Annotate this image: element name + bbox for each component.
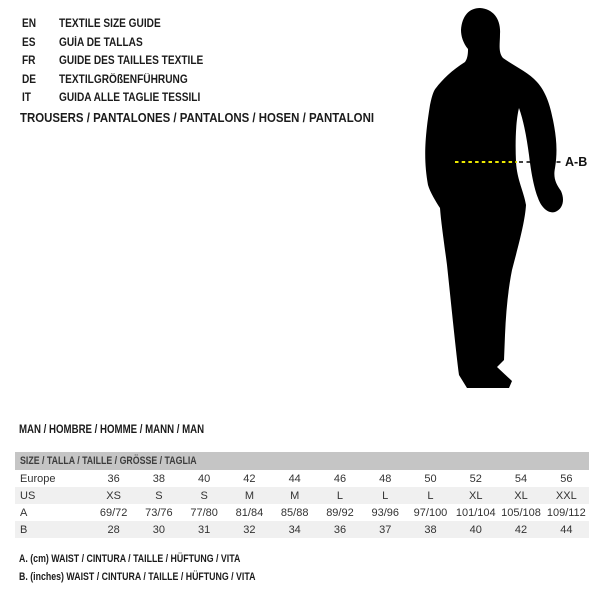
size-value-cell: 38 (152, 472, 166, 485)
size-value-cell: 69/72 (99, 506, 128, 519)
garment-category-title (20, 110, 422, 125)
language-list (22, 15, 228, 108)
size-value-cell: 52 (469, 472, 482, 485)
row-label-cell: A (20, 506, 28, 519)
size-value-cell: 40 (198, 472, 211, 485)
size-value-cell: 89/92 (326, 506, 354, 519)
size-table-row (15, 521, 589, 538)
size-value-cell: 85/88 (280, 506, 309, 519)
man-silhouette-svg (410, 2, 600, 396)
size-value-cell: 42 (243, 472, 256, 485)
size-value-cell: 44 (560, 523, 573, 536)
size-value-cell: 48 (379, 472, 392, 485)
size-value-cell: 36 (333, 523, 347, 536)
language-row (22, 52, 203, 71)
size-value-cell: M (244, 489, 255, 502)
row-label-cell: US (20, 489, 36, 502)
language-code: DE (22, 73, 37, 86)
size-value-cell: 81/84 (235, 506, 264, 519)
row-label-cell: B (20, 523, 28, 536)
language-row (22, 89, 203, 108)
size-table-header-text: SIZE / TALLA / TAILLE / GRÖSSE / TAGLIA (20, 455, 197, 467)
language-guide-title: TEXTILE SIZE GUIDE (58, 18, 161, 30)
note-b: B. (inches) WAIST / CINTURA / TAILLE / HÜFTUNG / VITA (19, 570, 256, 583)
row-label-cell: Europe (20, 472, 56, 485)
size-value-cell: 38 (424, 523, 437, 536)
size-value-cell: 50 (424, 472, 437, 485)
size-value-cell: 54 (514, 472, 528, 485)
size-value-cell: XS (106, 489, 121, 502)
size-value-cell: 56 (560, 472, 573, 485)
language-code: IT (22, 92, 32, 105)
language-code: EN (22, 18, 37, 30)
size-value-cell: 73/76 (145, 506, 173, 519)
size-table-row (15, 504, 589, 521)
size-value-cell: 97/100 (413, 506, 448, 519)
size-value-cell: 28 (107, 523, 120, 536)
size-value-cell: 46 (333, 472, 347, 485)
size-value-cell: 42 (514, 523, 528, 536)
size-value-cell: M (290, 489, 300, 502)
size-value-cell: 30 (152, 523, 166, 536)
language-guide-title: GUIDE DES TAILLES TEXTILE (58, 55, 204, 68)
language-row (22, 71, 203, 90)
size-value-cell: L (336, 489, 344, 502)
man-silhouette-figure (410, 2, 600, 396)
size-value-cell: 44 (288, 472, 301, 485)
measure-label-a-b: A-B (565, 155, 588, 169)
size-value-cell: S (155, 489, 163, 502)
size-table-row (15, 487, 589, 504)
size-value-cell: S (200, 489, 208, 502)
section-label-man (19, 424, 239, 436)
size-table-row (15, 470, 589, 487)
size-table-body (15, 470, 589, 538)
size-value-cell: XL (514, 489, 528, 502)
language-code: ES (22, 36, 36, 49)
language-row (22, 15, 203, 34)
size-value-cell: 34 (288, 523, 301, 536)
language-code: FR (22, 55, 36, 68)
size-value-cell: 36 (107, 472, 120, 485)
size-value-cell: L (382, 489, 389, 502)
size-value-cell: 77/80 (190, 506, 218, 519)
size-table-wrap (15, 452, 589, 538)
size-value-cell: 37 (379, 523, 392, 536)
size-table-header (15, 452, 589, 470)
section-label-text: MAN / HOMBRE / HOMME / MANN / MAN (19, 424, 205, 436)
size-value-cell: 40 (469, 523, 482, 536)
size-value-cell: XL (469, 489, 483, 502)
size-value-cell: 109/112 (546, 506, 586, 519)
size-value-cell: 93/96 (371, 506, 399, 519)
language-guide-title: GUÍA DE TALLAS (58, 36, 143, 49)
man-silhouette-shape (425, 8, 563, 388)
measurement-notes (19, 551, 315, 586)
garment-category-text: TROUSERS / PANTALONES / PANTALONS / HOSEN / PANTALONI (20, 110, 375, 125)
language-row (22, 34, 203, 53)
language-guide-title: TEXTILGRÖßENFÜHRUNG (58, 73, 188, 86)
language-guide-title: GUIDA ALLE TAGLIE TESSILI (58, 92, 201, 105)
size-value-cell: XXL (555, 489, 577, 502)
size-value-cell: 105/108 (501, 506, 541, 519)
size-value-cell: 101/104 (455, 506, 496, 519)
size-value-cell: 31 (198, 523, 211, 536)
size-value-cell: 32 (243, 523, 256, 536)
note-a: A. (cm) WAIST / CINTURA / TAILLE / HÜFTUNG / VITA (19, 553, 241, 565)
size-value-cell: L (427, 489, 434, 502)
size-table (15, 470, 589, 538)
